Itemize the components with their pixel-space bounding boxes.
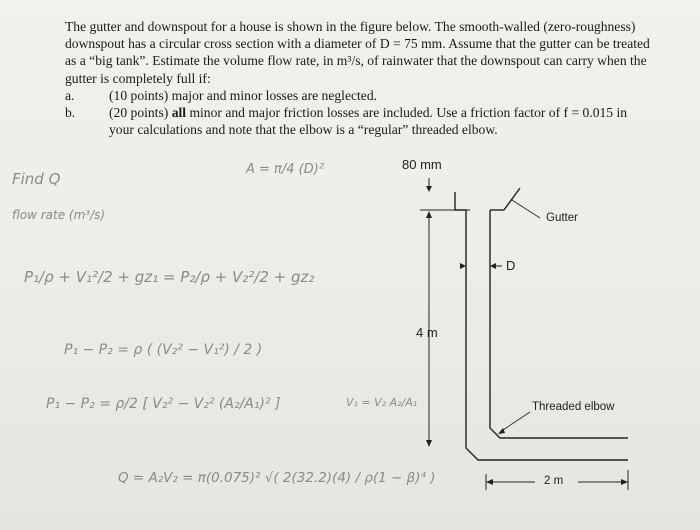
height-label: 4 m	[416, 325, 438, 340]
gutter-label: Gutter	[546, 212, 578, 224]
part-b-label: b.	[65, 105, 76, 121]
part-a-text: (10 points) major and minor losses are neglected.	[109, 87, 378, 103]
elbow-leader	[500, 412, 530, 432]
problem-intro: The gutter and downspout for a house is shown in the figure below. The smooth-walled (zero-roughness) downspout has a circular cross section with a diameter of D = 75 mm. Assume that the gutter can be treated as a “big tank”. Estimate the volume flow rate, in m³/s, of rainwater that the downspout can carry when the gutter is completely full if:	[65, 19, 650, 86]
part-b-post: minor and major friction losses are included. Use a friction factor of f = 0.015 in your calculations and note that the elbow is a “regular” threaded elbow.	[109, 105, 628, 138]
hand-bernoulli: P₁/ρ + V₁²/2 + gz₁ = P₂/ρ + V₂²/2 + gz₂	[24, 268, 315, 286]
hand-find-q: Find Q	[12, 170, 61, 188]
hand-pressure-diff-2: P₁ − P₂ = ρ/2 [ V₂² − V₂² (A₂/A₁)² ]	[46, 396, 281, 412]
hand-pressure-diff: P₁ − P₂ = ρ ( (V₂² − V₁²) / 2 )	[64, 342, 263, 358]
gutter-leader	[512, 200, 540, 218]
bottom-dimension-label: 2 m	[544, 475, 564, 487]
top-dimension-label: 80 mm	[402, 157, 442, 172]
height-dim-arrow-top	[426, 211, 432, 218]
hand-continuity: V₁ = V₂ A₂/A₁	[346, 396, 418, 409]
hand-flow-equation: Q = A₂V₂ = π(0.075)² √( 2(32.2)(4) / ρ(1 − β)⁴ )	[118, 470, 436, 486]
part-b-pre: (20 points)	[109, 105, 172, 121]
part-b-bold: all	[171, 105, 187, 121]
height-dim-arrow-bottom	[426, 440, 432, 447]
top-dim-arrowhead	[426, 186, 432, 192]
hand-area: A = π/4 (D)²	[246, 162, 325, 177]
downspout-outer-wall	[455, 192, 628, 460]
elbow-label: Threaded elbow	[532, 401, 615, 413]
hand-flow-rate: flow rate (m³/s)	[12, 208, 106, 222]
gutter-sloped-wall	[504, 188, 520, 210]
diameter-label: D	[506, 258, 516, 273]
part-a-label: a.	[65, 87, 75, 103]
